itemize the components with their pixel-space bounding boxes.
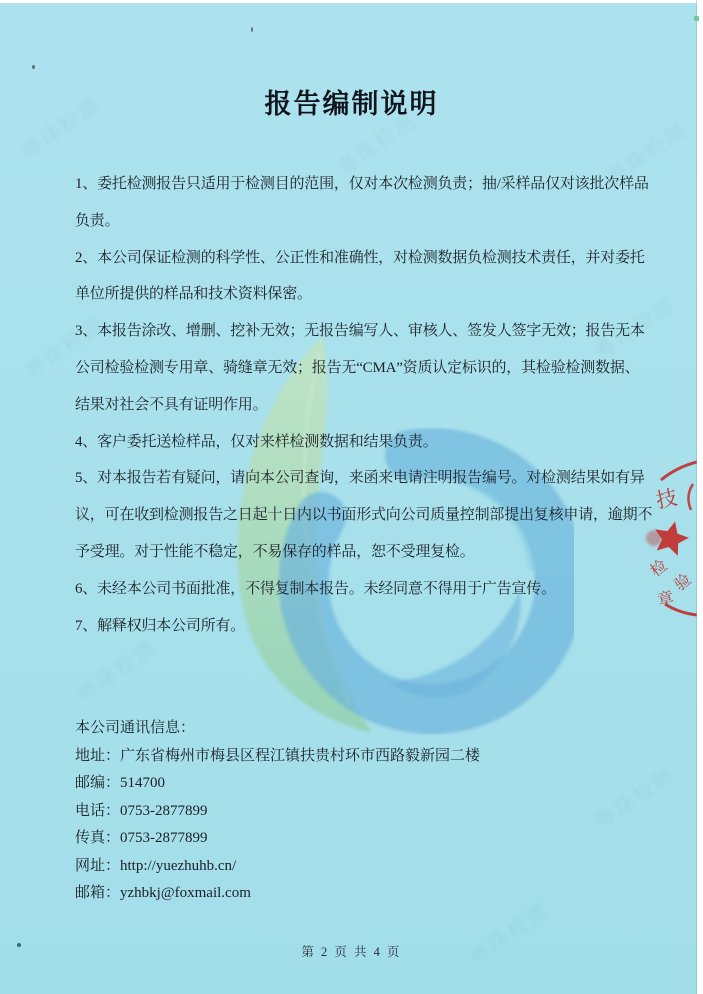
diagonal-watermark: 粤珠检测 bbox=[17, 93, 106, 164]
seal-stamp bbox=[643, 452, 697, 620]
contact-info bbox=[75, 715, 635, 908]
contact-line-address: 地址：广东省梅州市梅县区程江镇扶贵村环市西路毅新园二楼 bbox=[75, 747, 481, 764]
contact-line-website: 网址：http://yuezhuhb.cn/ bbox=[75, 857, 237, 874]
diagonal-watermark: 粤珠检测 bbox=[603, 119, 692, 190]
note-line: 予受理。对于性能不稳定，不易保存的样品，恕不受理复检。 bbox=[75, 543, 475, 560]
seal-ring-arc-top bbox=[661, 462, 697, 480]
diagonal-watermark: 粤珠检测 bbox=[465, 899, 554, 970]
note-line: 公司检验检测专用章、骑缝章无效；报告无“CMA”资质认定标识的，其检验检测数据、 bbox=[75, 359, 640, 376]
note-line: 4、客户委托送检样品，仅对来样检测数据和结果负责。 bbox=[75, 433, 438, 450]
note-line: 7、解释权归本公司所有。 bbox=[75, 617, 246, 634]
scan-speck bbox=[251, 27, 253, 32]
contact-heading: 本公司通讯信息： bbox=[75, 720, 196, 736]
note-line: 1、委托检测报告只适用于检测目的范围，仅对本次检测负责；抽/采样品仅对该批次样品 bbox=[75, 176, 649, 192]
note-line: 5、对本报告若有疑问，请向本公司查询，来函来电请注明报告编号。对检测结果如有异 bbox=[75, 470, 645, 487]
scan-speck bbox=[32, 65, 35, 69]
note-line: 6、未经本公司书面批准，不得复制本报告。未经同意不得用于广告宣传。 bbox=[75, 580, 556, 597]
seal-char: 检 bbox=[647, 557, 671, 581]
diagonal-watermark: 粤珠检测 bbox=[21, 313, 110, 384]
diagonal-watermark: 粤珠检测 bbox=[591, 293, 680, 364]
contact-line-phone: 电话：0753-2877899 bbox=[75, 802, 208, 819]
note-line: 单位所提供的样品和技术资料保密。 bbox=[75, 286, 312, 303]
scan-speck bbox=[694, 16, 699, 21]
contact-line-postcode: 邮编：514700 bbox=[75, 775, 166, 791]
page-footer: 第 2 页 共 4 页 bbox=[301, 945, 402, 959]
page-title: 报告编制说明 bbox=[264, 89, 439, 119]
seal-char: 章 bbox=[656, 589, 676, 610]
scan-speck bbox=[17, 943, 21, 947]
note-line: 议，可在收到检测报告之日起十日内以书面形式向公司质量控制部提出复核申请，逾期不 bbox=[75, 507, 653, 524]
note-line: 3、本报告涂改、增删、挖补无效；无报告编写人、审核人、签发人签字无效；报告无本 bbox=[75, 323, 645, 340]
report-notes bbox=[75, 166, 665, 644]
diagonal-watermark: 粤珠检测 bbox=[73, 636, 162, 707]
note-line: 负责。 bbox=[75, 212, 120, 229]
seal-char: 技 bbox=[653, 485, 680, 514]
seal-ring-arc-bottom bbox=[665, 604, 697, 615]
scan-edge-top bbox=[0, 0, 703, 3]
contact-line-fax: 传真：0753-2877899 bbox=[75, 830, 208, 846]
note-line: 2、本公司保证检测的科学性、公正性和准确性，对检测数据负检测技术责任，并对委托 bbox=[75, 249, 645, 266]
note-line: 结果对社会不具有证明作用。 bbox=[75, 396, 268, 413]
diagonal-watermark: 粤珠检测 bbox=[591, 763, 680, 834]
diagonal-watermark: 粤珠检测 bbox=[333, 109, 422, 180]
seal-char: 验 bbox=[671, 571, 695, 595]
scan-edge-right bbox=[697, 0, 703, 994]
contact-line-email: 邮箱：yzhbkj@foxmail.com bbox=[75, 885, 251, 901]
